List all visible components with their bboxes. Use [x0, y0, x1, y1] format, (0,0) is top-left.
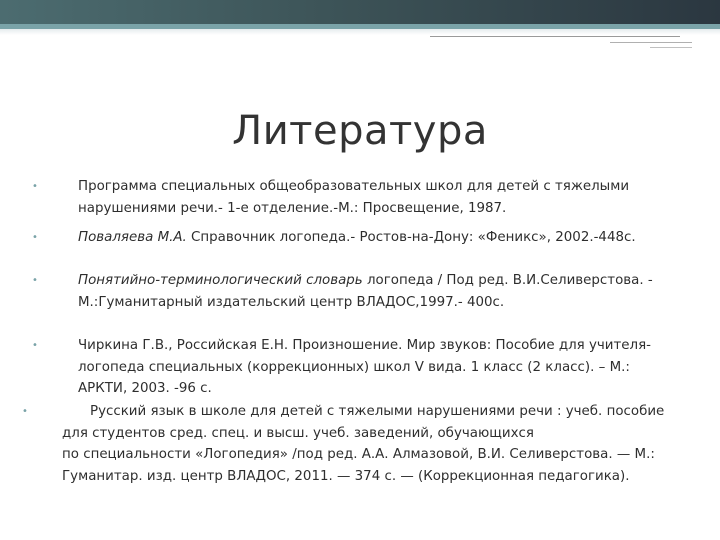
- decorative-line: [610, 42, 692, 43]
- bullet-icon: •: [32, 275, 38, 286]
- list-item: [78, 227, 668, 249]
- header-shadow: [0, 29, 720, 35]
- list-item-text: Чиркина Г.В., Российская Е.Н. Произношение. Мир звуков: Пособие для учителя-логопеда специальных (коррекционных) школ V вида. 1 класс (2 класс). – М.: АРКТИ, 2003. -96 с.: [78, 338, 651, 396]
- bullet-icon: •: [32, 181, 38, 192]
- list-item: [78, 335, 668, 400]
- list-item-text: логопеда / Под ред. В.И.Селиверстова. - М.:Гуманитарный издательский центр ВЛАДОС,1997.- 400с.: [78, 273, 653, 310]
- list-item: [78, 176, 668, 219]
- decorative-line: [430, 36, 680, 37]
- list-item: [62, 401, 692, 487]
- header-bar: [0, 0, 720, 24]
- list-item-text-continued: по специальности «Логопедия» /под ред. А.А. Алмазовой, В.И. Селиверстова. — М.: Гуманитар. изд. центр ВЛАДОС, 2011. — 374 с. — (Коррекционная педагогика).: [62, 447, 655, 484]
- list-item-text: Справочник логопеда.- Ростов-на-Дону: «Феникс», 2002.-448с.: [186, 230, 636, 245]
- list-item-title: Понятийно-терминологический словарь: [78, 273, 363, 288]
- list-item-text: Программа специальных общеобразовательных школ для детей с тяжелыми нарушениями речи.- 1-е отделение.-М.: Просвещение, 1987.: [78, 179, 630, 216]
- bullet-icon: •: [22, 406, 28, 417]
- list-item-text: Русский язык в школе для детей с тяжелыми нарушениями речи : учеб. пособие для студентов сред. спец. и высш. учеб. заведений, обучающихся: [62, 404, 665, 441]
- bullet-icon: •: [32, 232, 38, 243]
- decorative-line: [650, 47, 692, 48]
- slide-title: Литература: [232, 108, 488, 154]
- bullet-icon: •: [32, 340, 38, 351]
- list-item: [78, 270, 668, 313]
- list-item-author: Поваляева М.А.: [78, 230, 187, 245]
